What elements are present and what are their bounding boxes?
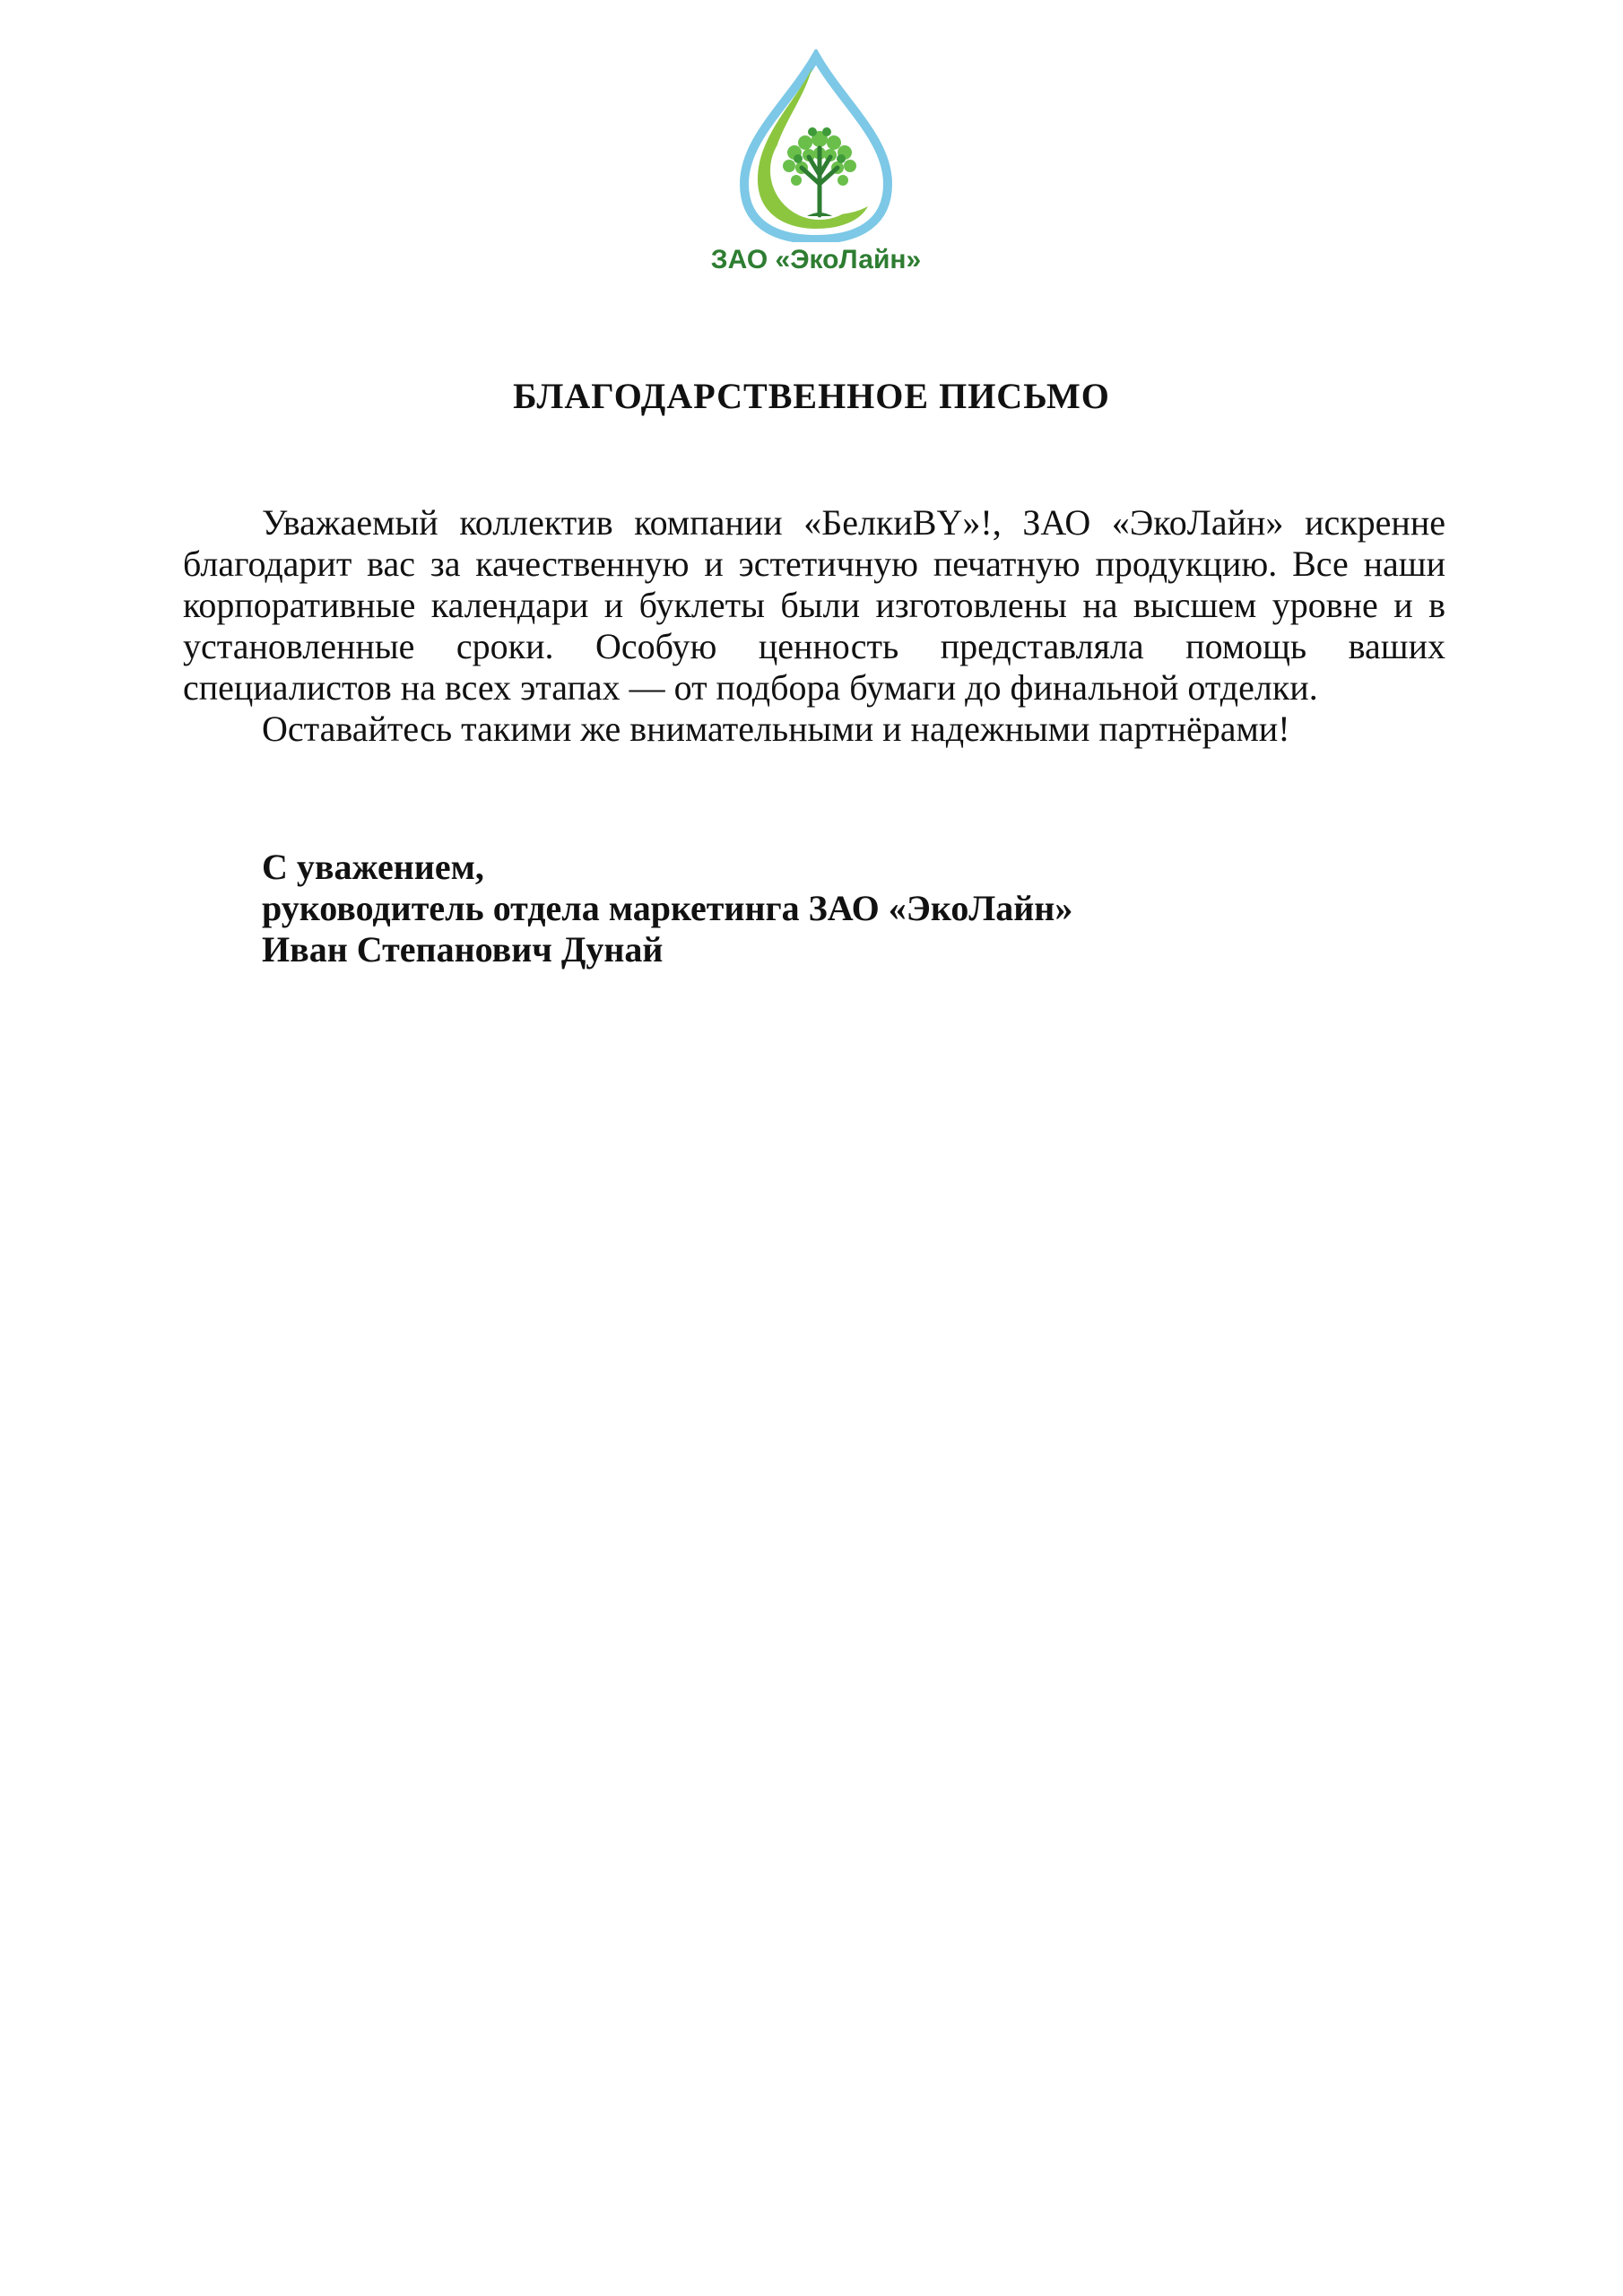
signature-block [262,847,1428,970]
letter-title: БЛАГОДАРСТВЕННОЕ ПИСЬМО [513,376,1110,416]
letter-paragraph-1: Уважаемый коллектив компании «БелкиBY»!, ЗАО «ЭкоЛайн» искренне благодарит вас за качественную и эстетичную печатную продукцию. Все наши корпоративные календари и буклеты были изготовлены на высшем уровне и в установленные сроки. Особую ценность представляла помощь ваших специалистов на всех этапах — от подбора бумаги до финальной отделки. [183,502,1445,708]
tree-in-water-drop-icon [708,49,924,242]
letter-paragraph-2: Оставайтесь такими же внимательными и надежными партнёрами! [262,709,1290,749]
letter-body [183,502,1445,750]
logo-caption: ЗАО «ЭкоЛайн» [710,245,922,274]
closing-phrase: С уважением, [262,847,484,887]
signer-position: руководитель отдела маркетинга ЗАО «ЭкоЛайн» [262,888,1073,928]
signer-name: Иван Степанович Дунай [262,929,664,970]
company-logo [708,49,924,291]
